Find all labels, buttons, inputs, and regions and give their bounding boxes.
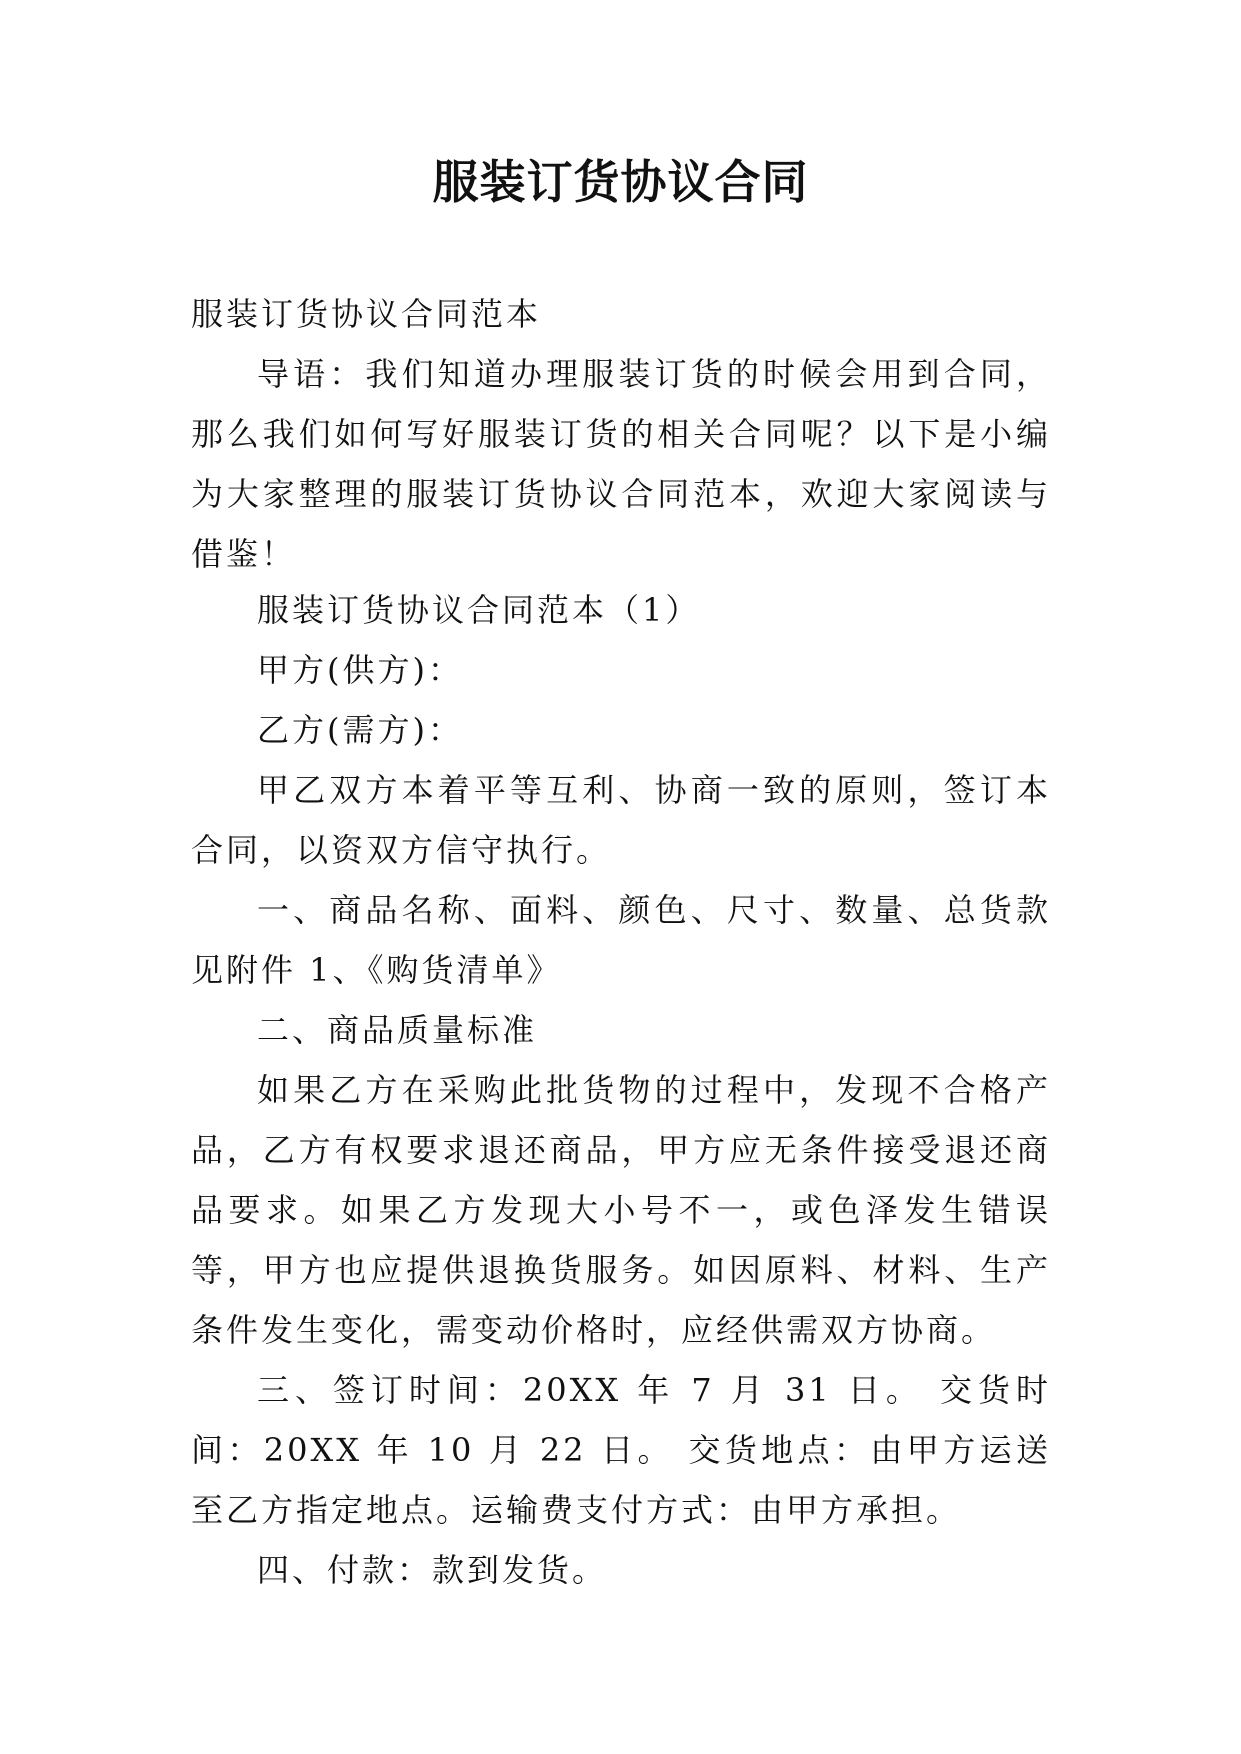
clause-2-heading: 二、商品质量标准 [257,1011,538,1049]
clause-3-paragraph: 三、签订时间：20XX 年 7 月 31 日。 交货时间：20XX 年 10 月 22 日。 交货地点：由甲方运送至乙方指定地点。运输费支付方式：由甲方承担。 [191,1371,1051,1529]
contract-body [191,580,1051,1600]
document-subtitle: 服装订货协议合同范本 [191,295,542,333]
party-a-line: 甲方(供方)： [257,651,463,689]
party-b-line: 乙方(需方)： [257,711,463,749]
clause-1-paragraph: 一、商品名称、面料、颜色、尺寸、数量、总货款 见附件 1、《购货清单》 [191,891,1051,989]
intro-section [191,284,1051,584]
intro-paragraph: 导语：我们知道办理服装订货的时候会用到合同，那么我们如何写好服装订货的相关合同呢？以下是小编为大家整理的服装订货协议合同范本，欢迎大家阅读与借鉴！ [191,355,1051,573]
section-heading: 服装订货协议合同范本（1） [257,591,701,629]
clause-4-paragraph: 四、付款：款到发货。 [257,1551,608,1589]
document-title: 服装订货协议合同 [432,155,809,209]
preamble-paragraph: 甲乙双方本着平等互利、协商一致的原则，签订本合同，以资双方信守执行。 [191,771,1051,869]
clause-2-paragraph: 如果乙方在采购此批货物的过程中，发现不合格产品，乙方有权要求退还商品，甲方应无条件接受退还商品要求。如果乙方发现大小号不一，或色泽发生错误等，甲方也应提供退换货服务。如因原料、材料、生产条件发生变化，需变动价格时，应经供需双方协商。 [191,1071,1051,1349]
